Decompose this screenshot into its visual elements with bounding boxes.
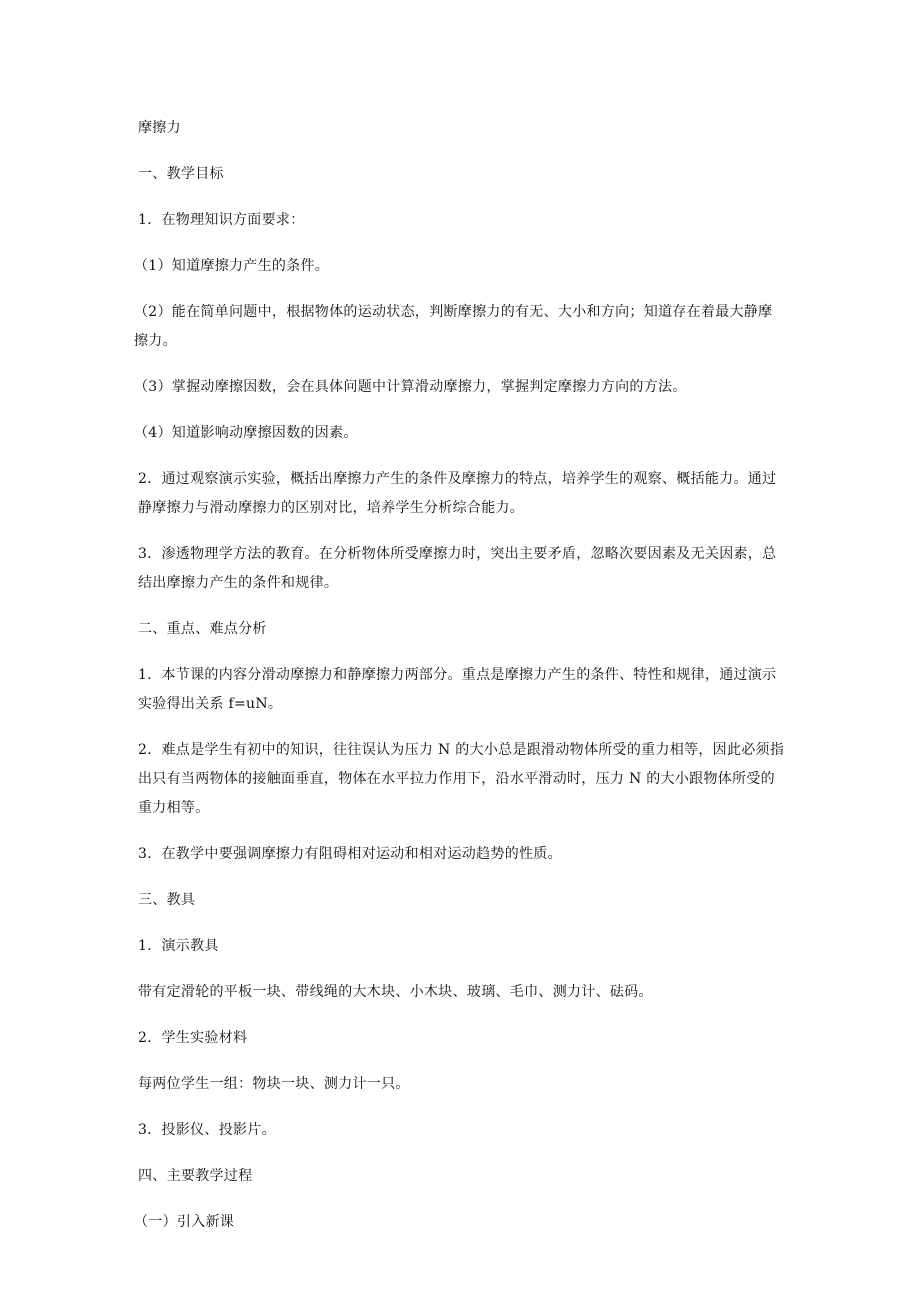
paragraph: 1．在物理知识方面要求： bbox=[138, 212, 305, 228]
section-heading: 二、重点、难点分析 bbox=[138, 621, 267, 637]
document-body bbox=[134, 114, 786, 1254]
paragraph: 每两位学生一组：物块一块、测力计一只。 bbox=[138, 1076, 410, 1092]
paragraph: 2．学生实验材料 bbox=[138, 1030, 248, 1046]
paragraph: 3．渗透物理学方法的教育。在分析物体所受摩擦力时，突出主要矛盾，忽略次要因素及无关因素，总结出摩擦力产生的条件和规律。 bbox=[138, 546, 777, 591]
paragraph: 2．通过观察演示实验，概括出摩擦力产生的条件及摩擦力的特点，培养学生的观察、概括能力。通过静摩擦力与滑动摩擦力的区别对比，培养学生分析综合能力。 bbox=[138, 471, 777, 516]
paragraph: 3．投影仪、投影片。 bbox=[138, 1122, 276, 1138]
paragraph: 3．在教学中要强调摩擦力有阻碍相对运动和相对运动趋势的性质。 bbox=[138, 846, 562, 862]
section-heading: 一、教学目标 bbox=[138, 166, 224, 182]
document-title: 摩擦力 bbox=[138, 120, 181, 136]
section-heading: 三、教具 bbox=[138, 892, 196, 908]
paragraph: 2．难点是学生有初中的知识，往往误认为压力 N 的大小总是跟滑动物体所受的重力相等，因此必须指出只有当两物体的接触面垂直，物体在水平拉力作用下，沿水平滑动时，压力 N 的大小跟物体所受的重力相等。 bbox=[138, 742, 785, 816]
paragraph: （3）掌握动摩擦因数，会在具体问题中计算滑动摩擦力，掌握判定摩擦力方向的方法。 bbox=[134, 379, 687, 395]
paragraph: 1．本节课的内容分滑动摩擦力和静摩擦力两部分。重点是摩擦力产生的条件、特性和规律，通过演示实验得出关系 f=uN。 bbox=[138, 667, 777, 712]
paragraph: （一）引入新课 bbox=[134, 1214, 235, 1230]
paragraph: （4）知道影响动摩擦因数的因素。 bbox=[134, 425, 358, 441]
paragraph: 带有定滑轮的平板一块、带线绳的大木块、小木块、玻璃、毛巾、测力计、砝码。 bbox=[138, 984, 653, 1000]
paragraph: 1．演示教具 bbox=[138, 938, 219, 954]
paragraph: （1）知道摩擦力产生的条件。 bbox=[134, 258, 330, 274]
section-heading: 四、主要教学过程 bbox=[138, 1168, 253, 1184]
paragraph: （2）能在简单问题中，根据物体的运动状态，判断摩擦力的有无、大小和方向；知道存在着最大静摩擦力。 bbox=[134, 304, 773, 349]
